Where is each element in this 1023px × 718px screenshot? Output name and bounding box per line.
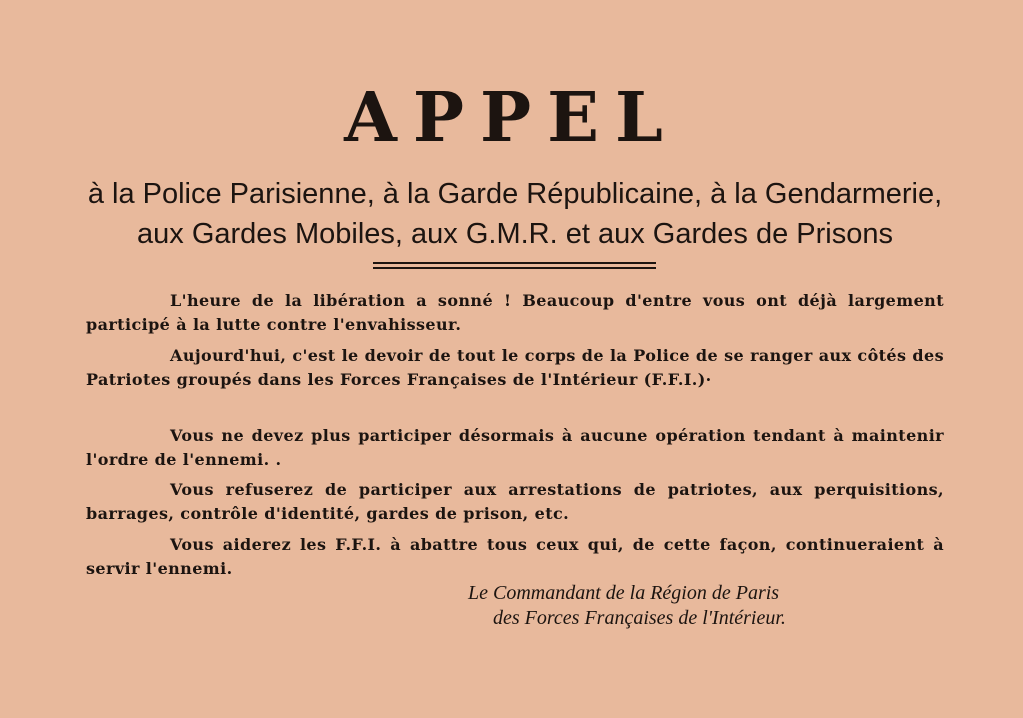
paragraph-help-ffi: Vous aiderez les F.F.I. à abattre tous ceux qui, de cette façon, continueraient à servir l'ennemi.: [86, 535, 944, 578]
paragraph-duty: Aujourd'hui, c'est le devoir de tout le corps de la Police de se ranger aux côtés des Patriotes groupés dans les Forces Françaises de l'Intérieur (F.F.I.)·: [86, 346, 944, 389]
paragraph-refuse: Vous refuserez de participer aux arrestations de patriotes, aux perquisitions, barrages, contrôle d'identité, gardes de prison, etc.: [86, 480, 944, 523]
poster-title: APPEL: [344, 78, 679, 158]
paragraph-liberation: L'heure de la libération a sonné ! Beaucoup d'entre vous ont déjà largement participé à la lutte contre l'envahisseur.: [86, 291, 944, 334]
signature-line-1: Le Commandant de la Région de Paris: [468, 582, 780, 604]
double-rule-top: [373, 262, 656, 264]
paragraph-no-operations: Vous ne devez plus participer désormais à aucune opération tendant à maintenir l'ordre de l'ennemi. .: [86, 426, 944, 469]
signature-line-2: des Forces Françaises de l'Intérieur.: [493, 607, 786, 629]
double-rule-bottom: [373, 267, 656, 269]
subtitle-line-1: à la Police Parisienne, à la Garde Républicaine, à la Gendarmerie,: [87, 178, 943, 210]
subtitle-line-2: aux Gardes Mobiles, aux G.M.R. et aux Gardes de Prisons: [137, 218, 893, 250]
